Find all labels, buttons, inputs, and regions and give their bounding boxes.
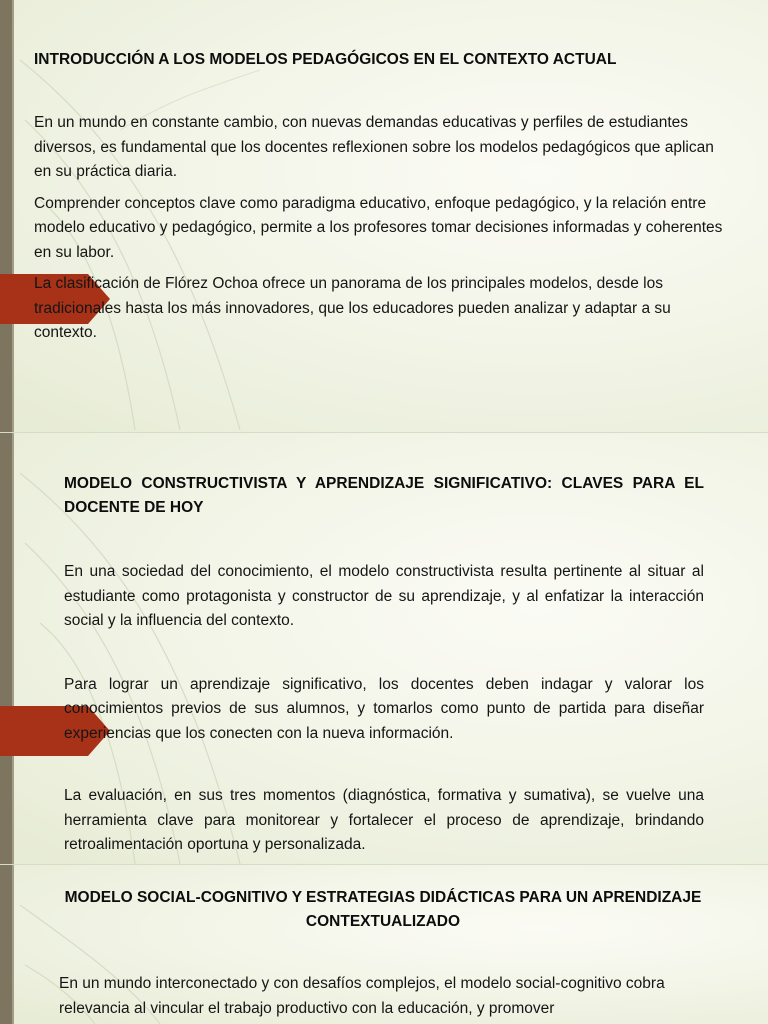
- side-bar: [0, 433, 12, 864]
- paragraph: En un mundo interconectado y con desafíos complejos, el modelo social-cognitivo cobra relevancia al vincular el trabajo productivo con la educación, y promover: [59, 975, 665, 1017]
- slide-social-cognitivo: [0, 865, 768, 1024]
- paragraph: Para lograr un aprendizaje significativo, los docentes deben indagar y valorar los conocimientos previos de sus alumnos, y tomarlos como punto de partida para diseñar experiencias que los conecten con la nueva información.: [64, 675, 704, 742]
- slide-heading: INTRODUCCIÓN A LOS MODELOS PEDAGÓGICOS EN EL CONTEXTO ACTUAL: [34, 51, 617, 68]
- slide-constructivista: [0, 433, 768, 864]
- slide-intro: [0, 0, 768, 432]
- paragraph: En una sociedad del conocimiento, el modelo constructivista resulta pertinente al situar al estudiante como protagonista y constructor de su aprendizaje, y al enfatizar la interacción social y la influencia del contexto.: [64, 563, 704, 629]
- paragraph: En un mundo en constante cambio, con nuevas demandas educativas y perfiles de estudiantes diversos, es fundamental que los docentes reflexionen sobre los modelos pedagógicos que aplican en su práctica diaria.: [34, 114, 714, 180]
- paragraph: La clasificación de Flórez Ochoa ofrece un panorama de los principales modelos, desde los tradicionales hasta los más innovadores, que los educadores pueden analizar y adaptar a su contexto.: [34, 275, 671, 341]
- paragraph: La evaluación, en sus tres momentos (diagnóstica, formativa y sumativa), se vuelve una herramienta clave para monitorear y fortalecer el proceso de aprendizaje, brindando retroalimentación oportuna y personalizada.: [64, 787, 704, 853]
- side-bar: [0, 865, 12, 1024]
- slide-heading: MODELO CONSTRUCTIVISTA Y APRENDIZAJE SIGNIFICATIVO: CLAVES PARA EL DOCENTE DE HOY: [64, 475, 704, 516]
- side-bar: [0, 0, 12, 432]
- slide-heading: MODELO SOCIAL-COGNITIVO Y ESTRATEGIAS DIDÁCTICAS PARA UN APRENDIZAJE CONTEXTUALIZADO: [64, 889, 702, 930]
- paragraph: Comprender conceptos clave como paradigma educativo, enfoque pedagógico, y la relación entre modelo educativo y pedagógico, permite a los profesores tomar decisiones informadas y coherentes en su labor.: [34, 194, 723, 261]
